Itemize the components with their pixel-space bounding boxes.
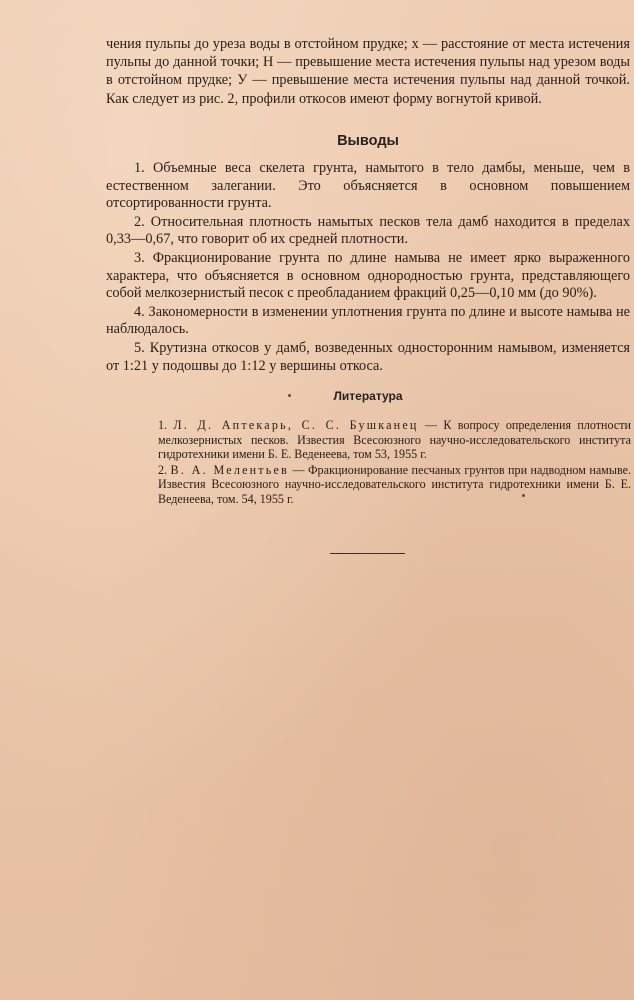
reference-text: — К вопросу определения плотности мелкозернистых песков. Известия Всесоюзного научно-исследовательского института гидротехники имени Б. Е. Веденеева, том 53, 1955 г. — [158, 418, 631, 462]
intro-text: чения пульпы до уреза воды в отстойном прудке; x — расстояние от места истечения пульпы до данной точки; H — превышение места истечения пульпы над урезом воды в отстойном прудке; У — превышение места истечения пульпы над данной точкой. Как следует из рис. 2, профили откосов имеют форму вогнутой кривой. — [106, 36, 630, 107]
conclusion-item: 1. Объемные веса скелета грунта, намытого в тело дамбы, меньше, чем в естественном залегании. Это объясняется в основном повышением отсортированности грунта. — [106, 160, 630, 212]
conclusion-item: 5. Крутизна откосов у дамб, возведенных односторонним намывом, изменяется от 1:21 у подошвы до 1:12 у вершины откоса. — [106, 339, 630, 374]
intro-paragraph — [106, 35, 630, 108]
reference-number: 1. — [158, 418, 168, 432]
literature-heading: Литература — [333, 389, 403, 403]
reference-number: 2. — [158, 462, 168, 477]
conclusions-heading: Выводы — [337, 133, 399, 149]
conclusions-list — [106, 160, 630, 376]
reference-authors: В. А. Мелентьев — [170, 462, 289, 477]
conclusion-item: 2. Относительная плотность намытых песков тела дамб находится в пределах 0,33—0,67, что говорит об их средней плотности. — [106, 213, 630, 248]
reference-item — [104, 418, 631, 462]
paper-speck — [288, 394, 291, 397]
reference-authors: Л. Д. Аптекарь, С. С. Бушканец — [173, 418, 419, 432]
conclusion-item: 4. Закономерности в изменении уплотнения грунта по длине и высоте намыва не наблюдалось. — [106, 303, 630, 338]
reference-list — [104, 418, 631, 508]
conclusion-item: 3. Фракционирование грунта по длине намыва не имеет ярко выраженного характера, что объясняется в основном однородностью грунта, представляющего собой мелкозернистый песок с преобладанием фракций 0,25—0,10 мм (до 90%). — [106, 249, 630, 302]
end-divider — [330, 553, 405, 554]
reference-text: — Фракционирование песчаных грунтов при надводном намыве. Известия Всесоюзного научно-исследовательского института гидротехники имени Б. Е. Веденеева, том. 54, 1955 г. — [158, 462, 631, 506]
reference-item — [104, 463, 631, 507]
paper-speck — [522, 494, 525, 497]
